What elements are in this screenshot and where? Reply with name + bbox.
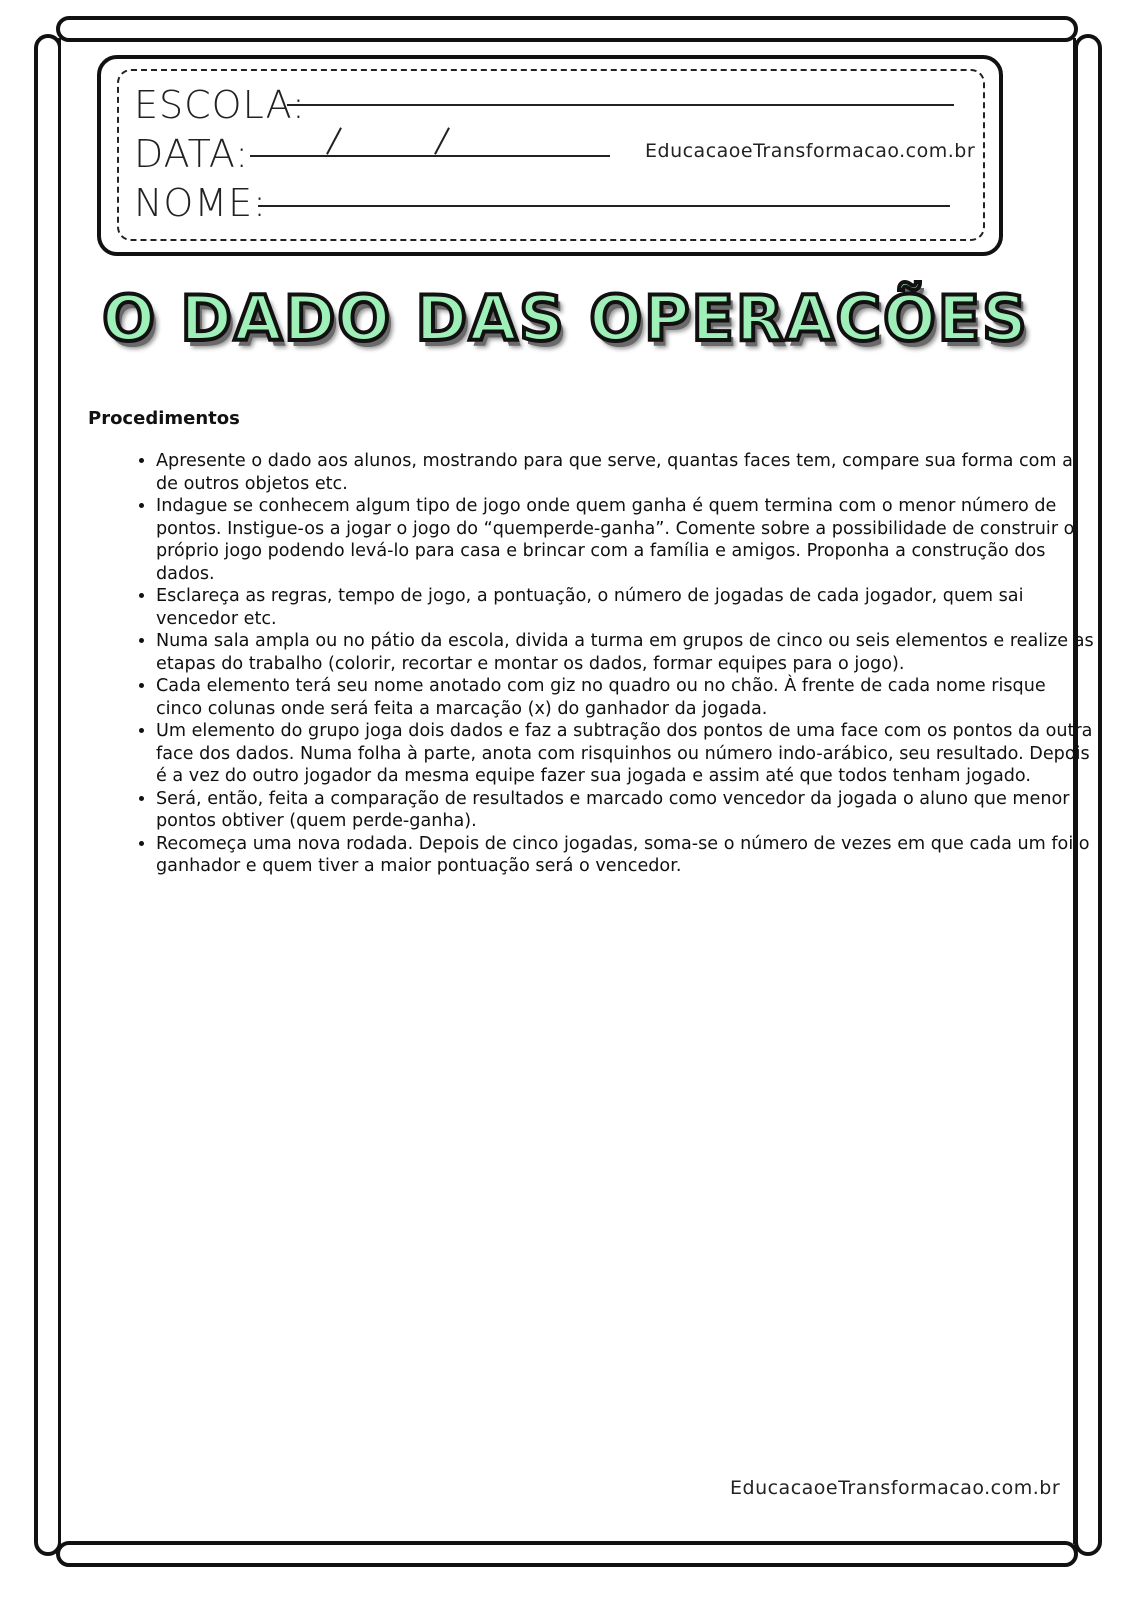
footer-site-credit: EducacaoeTransformacao.com.br [722,1477,1068,1499]
page-border-bottom [56,1541,1078,1567]
procedures-list [108,450,1096,878]
page-title: O DADO DAS OPERACÕES [102,282,1029,355]
list-item: • Esclareça as regras, tempo de jogo, a pontuação, o número de jogadas de cada jogador, quem sai vencedor etc. [156,585,1096,630]
list-item: • Indague se conhecem algum tipo de jogo onde quem ganha é quem termina com o menor número de pontos. Instigue-os a jogar o jogo do “quemperde-ganha”. Comente sobre a possibilidade de construir o próprio jogo podendo levá-lo para casa e brincar com a família e amigos. Proponha a construção dos dados. [156,495,1096,585]
list-item: • Recomeça uma nova rodada. Depois de cinco jogadas, soma-se o número de vezes em que cada um foi o ganhador e quem tiver a maior pontuação será o vencedor. [156,833,1096,878]
name-field-line[interactable] [258,205,950,207]
school-field-line[interactable] [287,104,954,106]
list-item: • Numa sala ampla ou no pátio da escola, divida a turma em grupos de cinco ou seis elementos e realize as etapas do trabalho (colorir, recortar e montar os dados, formar equipes para o jogo). [156,630,1096,675]
date-field-line[interactable] [250,155,610,157]
list-item: • Cada elemento terá seu nome anotado com giz no quadro ou no chão. À frente de cada nome risque cinco colunas onde será feita a marcação (x) do ganhador da jogada. [156,675,1096,720]
list-item: • Será, então, feita a comparação de resultados e marcado como vencedor da jogada o aluno que menor pontos obtiver (quem perde-ganha). [156,788,1096,833]
header-site-credit: EducacaoeTransformacao.com.br [645,140,976,162]
list-item: • Um elemento do grupo joga dois dados e faz a subtração dos pontos de uma face com os pontos da outra face dos dados. Numa folha à parte, anota com risquinhos ou número indo-arábico, seu resultado. Depois é a vez do outro jogador da mesma equipe fazer sua jogada e assim até que todos tenham jogado. [156,720,1096,788]
list-item: • Apresente o dado aos alunos, mostrando para que serve, quantas faces tem, compare sua forma com a de outros objetos etc. [156,450,1096,495]
procedures-heading: Procedimentos [88,408,240,429]
page-border-top [56,16,1078,42]
name-label: NOME: [134,181,267,225]
date-label: DATA: [134,132,250,176]
school-label: ESCOLA: [134,83,306,127]
